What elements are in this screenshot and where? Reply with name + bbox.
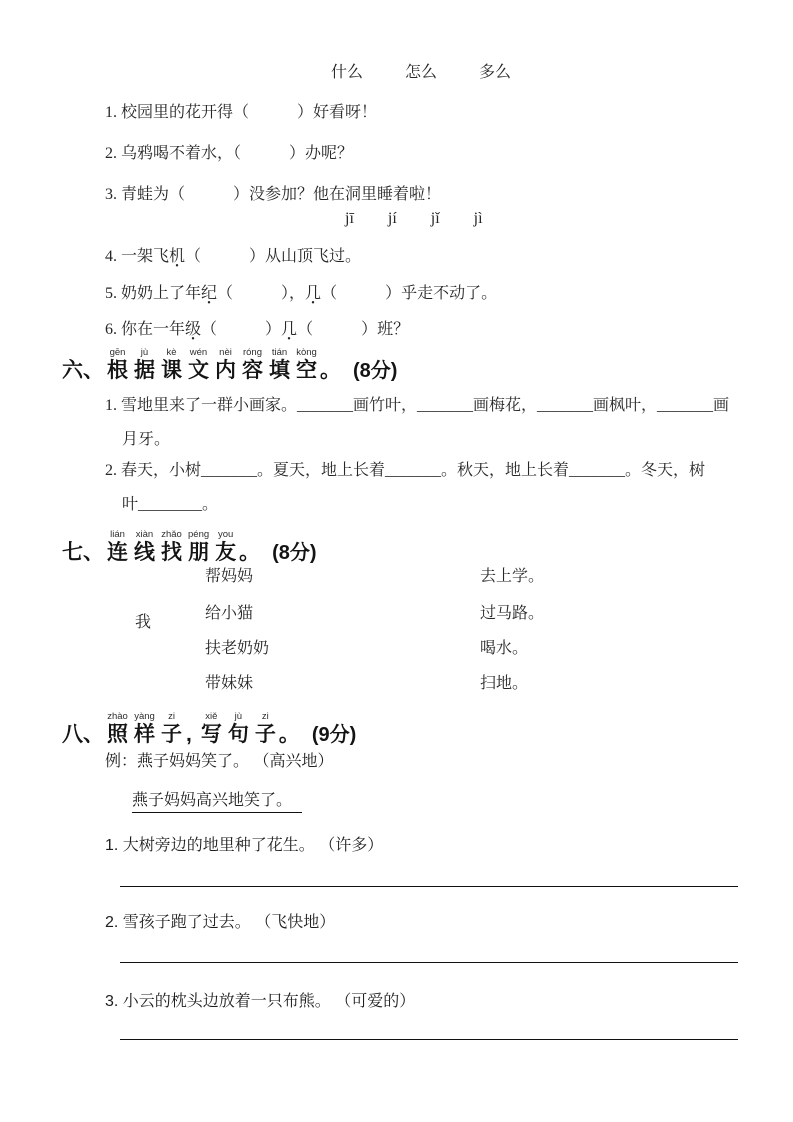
word-bank-item: 什么 xyxy=(331,64,364,81)
section-eight-item-1: 1. 大树旁边的地里种了花生。 （许多） xyxy=(105,837,384,854)
match-right-item: 过马路。 xyxy=(480,605,545,622)
heading-char: 友 xyxy=(215,540,237,564)
section-seven-number: 七、 xyxy=(62,540,104,564)
match-middle-item: 给小猫 xyxy=(205,605,254,622)
section-six-item-2-line-2: 叶________。 xyxy=(122,496,219,513)
word-bank-item: 多么 xyxy=(479,64,512,81)
pinyin-annotation: kòng xyxy=(296,347,317,358)
section-eight-number: 八、 xyxy=(62,722,104,746)
heading-char: 子 xyxy=(254,722,276,746)
ruby-char xyxy=(255,712,276,746)
pinyin-annotation: you xyxy=(217,529,234,540)
heading-char: 写 xyxy=(200,722,222,746)
ruby-char xyxy=(215,530,236,564)
word-bank-item: 怎么 xyxy=(405,64,438,81)
heading-char: 空 xyxy=(296,358,317,382)
ruby-char xyxy=(107,712,128,746)
section-six-number: 六、 xyxy=(62,358,104,382)
pinyin-bank-item: jì xyxy=(473,210,483,227)
emphasized-char: 几 xyxy=(305,285,322,302)
section-six-item-1-line-2: 月牙。 xyxy=(122,431,171,448)
heading-char: 课 xyxy=(161,358,182,382)
ruby-char xyxy=(161,348,182,382)
section-six-heading xyxy=(62,341,397,382)
match-left-item: 我 xyxy=(135,614,152,631)
question-4: 4. 一架飞机（ ）从山顶飞过。 xyxy=(105,248,362,265)
section-seven-period: 。 xyxy=(239,540,261,564)
pinyin-annotation: nèi xyxy=(219,347,232,358)
pinyin-annotation: zhào xyxy=(107,711,128,722)
question-3: 3. 青蛙为（ ）没参加？他在洞里睡着啦！ xyxy=(105,186,442,203)
section-six-score: (8分) xyxy=(353,359,398,382)
section-eight-score: (9分) xyxy=(311,723,357,746)
ruby-char xyxy=(269,348,290,382)
pinyin-annotation: tián xyxy=(271,347,288,358)
heading-char: 样 xyxy=(134,722,155,746)
heading-char: 容 xyxy=(242,358,263,382)
ruby-char xyxy=(134,348,155,382)
ruby-char xyxy=(296,348,317,382)
pinyin-annotation: zhǎo xyxy=(161,529,182,540)
heading-char: 线 xyxy=(134,540,155,564)
pinyin-annotation: zi xyxy=(261,711,269,722)
ruby-char xyxy=(215,348,236,382)
example-answer xyxy=(132,791,302,811)
question-5: 5. 奶奶上了年纪（ ），几（ ）乎走不动了。 xyxy=(105,285,498,302)
heading-char: 照 xyxy=(107,722,128,746)
section-six-period: 。 xyxy=(320,358,341,382)
pinyin-annotation: jù xyxy=(140,347,149,358)
heading-char: 子 xyxy=(161,722,182,746)
pinyin-annotation: xiě xyxy=(205,711,218,722)
heading-char: 连 xyxy=(107,540,128,564)
pinyin-bank-item: jǐ xyxy=(430,210,440,227)
question-6: 6. 你在一年级（ ）几（ ）班？ xyxy=(105,321,410,338)
example-sentence: 例：燕子妈妈笑了。 （高兴地） xyxy=(105,753,334,770)
heading-char: 句 xyxy=(227,722,249,746)
pinyin-annotation: jù xyxy=(234,711,243,722)
answer-line-2 xyxy=(120,962,738,963)
section-eight-period: 。 xyxy=(278,722,300,746)
match-right-item: 扫地。 xyxy=(480,675,529,692)
match-right-item: 去上学。 xyxy=(480,568,545,585)
section-six-item-2-line-1: 2. 春天，小树_______。夏天，地上长着_______。秋天，地上长着_______。冬天，树 xyxy=(105,462,706,479)
section-eight-heading xyxy=(62,705,356,746)
section-eight-title-part-2 xyxy=(198,705,279,746)
emphasized-char: 机 xyxy=(169,248,186,265)
section-eight-item-3: 3. 小云的枕头边放着一只布熊。 （可爱的） xyxy=(105,993,416,1010)
pinyin-annotation: wén xyxy=(189,347,208,358)
section-six-title xyxy=(104,341,320,382)
ruby-char xyxy=(188,348,209,382)
section-eight-title-part-1 xyxy=(104,705,185,746)
pinyin-annotation: gēn xyxy=(109,347,126,358)
pinyin-bank xyxy=(345,209,483,229)
emphasized-char: 纪 xyxy=(201,285,218,302)
heading-char: 据 xyxy=(134,358,155,382)
heading-char: 朋 xyxy=(188,540,210,564)
ruby-char xyxy=(161,530,182,564)
pinyin-annotation: kè xyxy=(166,347,177,358)
pinyin-bank-item: jí xyxy=(387,210,397,227)
ruby-char xyxy=(228,712,249,746)
section-seven-score: (8分) xyxy=(272,541,317,564)
answer-line-1 xyxy=(120,886,738,887)
ruby-char xyxy=(201,712,222,746)
ruby-char xyxy=(161,712,182,746)
pinyin-annotation: xiàn xyxy=(135,529,154,540)
pinyin-annotation: lián xyxy=(110,529,125,540)
answer-line-3 xyxy=(120,1039,738,1040)
section-seven-title xyxy=(104,523,239,564)
ruby-char xyxy=(107,348,128,382)
question-1: 1. 校园里的花开得（ ）好看呀！ xyxy=(105,104,378,121)
match-middle-item: 带妹妹 xyxy=(205,675,254,692)
pinyin-annotation: zi xyxy=(168,711,175,722)
word-bank xyxy=(331,63,511,83)
ruby-char xyxy=(134,712,155,746)
pinyin-annotation: péng xyxy=(188,529,210,540)
heading-char: 内 xyxy=(215,358,236,382)
pinyin-bank-item: jī xyxy=(345,210,354,227)
pinyin-annotation: róng xyxy=(242,347,262,358)
example-answer-text: 燕子妈妈高兴地笑了。 xyxy=(132,792,302,813)
heading-char: 文 xyxy=(188,358,209,382)
heading-char: 根 xyxy=(107,358,128,382)
match-middle-item: 帮妈妈 xyxy=(205,568,254,585)
emphasized-char: 几 xyxy=(281,321,298,338)
question-2: 2. 乌鸦喝不着水，（ ）办呢？ xyxy=(105,145,354,162)
pinyin-annotation: yàng xyxy=(134,711,155,722)
section-eight-item-2: 2. 雪孩子跑了过去。 （飞快地） xyxy=(105,914,336,931)
ruby-char xyxy=(242,348,263,382)
heading-char: 找 xyxy=(161,540,182,564)
section-seven-heading xyxy=(62,523,317,564)
emphasized-char: 级 xyxy=(185,321,202,338)
section-six-item-1-line-1: 1. 雪地里来了一群小画家。_______画竹叶，_______画梅花，_______画枫叶，_______画 xyxy=(105,397,730,414)
ruby-char xyxy=(188,530,209,564)
ruby-char xyxy=(134,530,155,564)
heading-char: 填 xyxy=(269,358,290,382)
ruby-char xyxy=(107,530,128,564)
match-right-item: 喝水。 xyxy=(480,640,529,657)
section-eight-title-comma: , xyxy=(186,722,192,746)
match-middle-item: 扶老奶奶 xyxy=(205,640,270,657)
